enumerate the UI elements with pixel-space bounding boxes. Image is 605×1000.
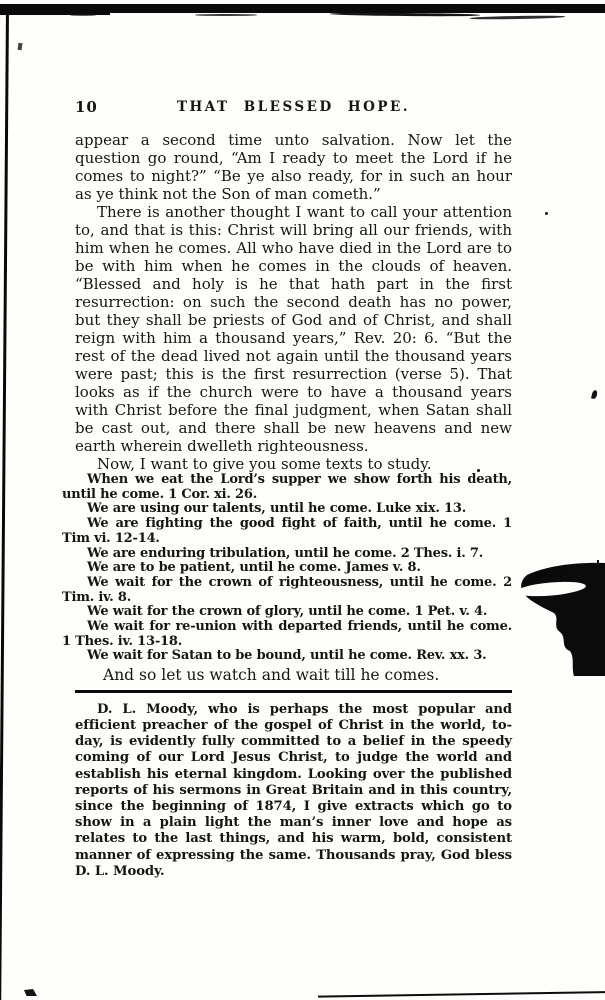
scripture-text-item: We wait for Satan to be bound, until he come. Rev. xx. 3. [87, 648, 487, 664]
scan-artifact-bottom-line [318, 991, 605, 997]
scripture-text-item: We wait for the crown of righteousness, until he come. 2 Tim. iv. 8. [62, 574, 512, 605]
page-number: 10 [75, 98, 98, 116]
ink-speck [597, 560, 599, 565]
footnote-rule [75, 690, 512, 693]
footnote-paragraph: D. L. Moody, who is perhaps the most popular and efficient preacher of the gospel of Christ in the world, to-day, is evidently fully committed to a belief in the speedy coming of our Lord Jesus Christ, to judge the world and establish his eternal kingdom. Looking over the published reports of his sermons in Great Britain and in this country, since the beginning of 1874, I give extracts which go to show in a plain light the man’s inner love and hope as relates to the last things, and his warm, bold, consistent manner of expressing the same. Thousands pray, God bless D. L. Moody. [75, 701, 512, 879]
scripture-text-item: We are fighting the good fight of faith, until he come. 1 Tim vi. 12-14. [62, 516, 512, 546]
ink-speck [591, 390, 598, 400]
scan-smudge [70, 14, 96, 16]
ink-speck [24, 989, 37, 996]
scripture-text-item: When we eat the Lord’s supper we show forth his death, until he come. 1 Cor. xi. 26. [62, 472, 512, 502]
body-paragraph: There is another thought I want to call your attention to, and that is this: Christ will bring all our friends, with him when he comes. All who have died in the Lord are to be with him when he comes in the clouds of heaven. “Blessed and holy is he that hath part in the first resurrection: on such the second death has no power, but they shall be priests of God and of Christ, and shall reign with him a thousand years,” Rev. 20: 6. “But the rest of the dead lived not again until the thousand years were past; this is the first resurrection (verse 5). That looks as if the church were to have a thousand years with Christ before the final judgment, when Satan shall be cast out, and there shall be new heavens and new earth wherein dwelleth righteousness. [75, 203, 512, 455]
scripture-text-item: We are using our talents, until he come. Luke xix. 13. [87, 501, 467, 517]
ink-speck [545, 212, 548, 215]
scan-smudge [470, 15, 565, 20]
scan-artifact-page-edge-line [0, 8, 9, 1000]
ink-blot [514, 560, 605, 680]
body-paragraph-continuation: appear a second time unto salvation. Now let the question go round, “Am I ready to meet the Lord if he comes to night?” “Be ye also ready, for in such an hour as ye think not the Son of man cometh.” [75, 131, 512, 203]
scripture-text-item: We are enduring tribulation, until he come. 2 Thes. i. 7. [87, 545, 484, 561]
running-title: THAT BLESSED HOPE. [176, 99, 411, 115]
body-paragraph: Now, I want to give you some texts to study. [97, 455, 432, 473]
scripture-text-item: We wait for re-union with departed friends, until he come. 1 Thes. iv. 13-18. [62, 619, 512, 649]
scripture-text-item: We are to be patient, until he come. James v. 8. [87, 560, 421, 576]
page-header [75, 98, 512, 116]
scripture-texts-block [62, 473, 512, 664]
text-column [62, 131, 512, 880]
closing-line: And so let us watch and wait till he comes. [103, 666, 440, 685]
ink-speck [18, 43, 23, 50]
scripture-text-item: We wait for the crown of glory, until he come. 1 Pet. v. 4. [87, 604, 488, 620]
scan-smudge [330, 12, 480, 16]
scan-smudge [195, 14, 257, 16]
